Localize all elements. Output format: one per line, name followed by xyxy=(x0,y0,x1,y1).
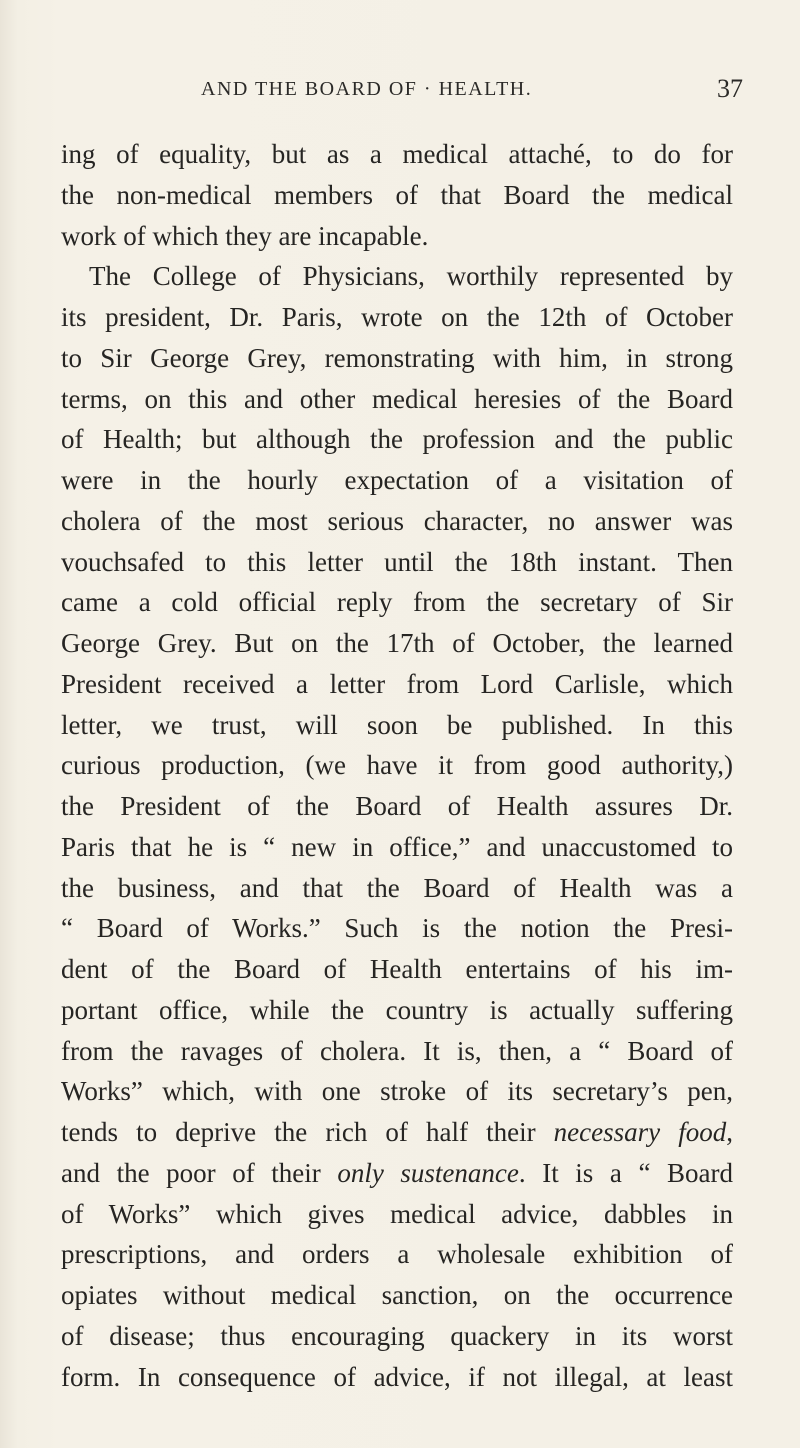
text-line: opiates without medical sanction, on the occurrence xyxy=(61,1280,733,1310)
text-segment: and the poor of their xyxy=(61,1157,338,1188)
text-line: dent of the Board of Health entertains of his im- xyxy=(61,954,733,984)
running-head: AND THE BOARD OF · HEALTH. xyxy=(201,78,533,100)
text-segment: . It is a “ Board xyxy=(518,1157,734,1188)
page-header xyxy=(0,74,800,114)
page-number: 37 xyxy=(717,74,743,103)
italic-phrase: necessary food xyxy=(553,1117,727,1147)
text-line: of Health; but although the profession and the public xyxy=(61,424,733,455)
text-line: Works” which, with one stroke of its secretary’s pen, xyxy=(61,1076,733,1107)
text-line: came a cold official reply from the secretary of Sir xyxy=(61,587,733,618)
text-line: terms, on this and other medical heresies of the Board xyxy=(61,383,733,414)
text-line: prescriptions, and orders a wholesale exhibition of xyxy=(61,1239,733,1270)
text-line: “ Board of Works.” Such is the notion the Presi- xyxy=(61,913,733,944)
text-line: form. In consequence of advice, if not illegal, at least xyxy=(61,1361,733,1392)
text-line: of disease; thus encouraging quackery in its worst xyxy=(61,1320,733,1351)
text-line: President received a letter from Lord Carlisle, which xyxy=(61,668,733,699)
text-line: The College of Physicians, worthily represented by xyxy=(89,261,733,292)
text-line: George Grey. But on the 17th of October, the learned xyxy=(61,628,733,658)
text-line xyxy=(61,1153,733,1194)
text-line: the President of the Board of Health assures Dr. xyxy=(61,791,733,821)
text-line: the business, and that the Board of Health was a xyxy=(61,872,733,903)
text-line: letter, we trust, will soon be published. In this xyxy=(61,709,733,740)
text-line: vouchsafed to this letter until the 18th instant. Then xyxy=(61,546,733,577)
text-segment: tends to deprive the rich of half their xyxy=(61,1117,554,1147)
text-line: its president, Dr. Paris, wrote on the 12th of October xyxy=(61,302,733,332)
text-line: cholera of the most serious character, no answer was xyxy=(61,505,733,536)
text-line: work of which they are incapable. xyxy=(61,220,429,251)
text-line: of Works” which gives medical advice, dabbles in xyxy=(61,1198,733,1229)
text-line: Paris that he is “ new in office,” and unaccustomed to xyxy=(61,831,733,862)
text-line: curious production, (we have it from good authority,) xyxy=(61,750,733,781)
text-line: ing of equality, but as a medical attaché, to do for xyxy=(61,139,733,169)
text-line: to Sir George Grey, remonstrating with him, in strong xyxy=(61,342,733,373)
italic-phrase: only sustenance xyxy=(337,1157,519,1188)
body-text xyxy=(61,134,733,1397)
text-line: portant office, while the country is actually suffering xyxy=(61,994,733,1025)
text-line: were in the hourly expectation of a visitation of xyxy=(61,465,733,495)
text-line: the non-medical members of that Board the medical xyxy=(61,179,733,210)
text-line: from the ravages of cholera. It is, then, a “ Board of xyxy=(61,1035,733,1066)
text-segment: , xyxy=(726,1117,733,1147)
text-line xyxy=(61,1112,733,1153)
